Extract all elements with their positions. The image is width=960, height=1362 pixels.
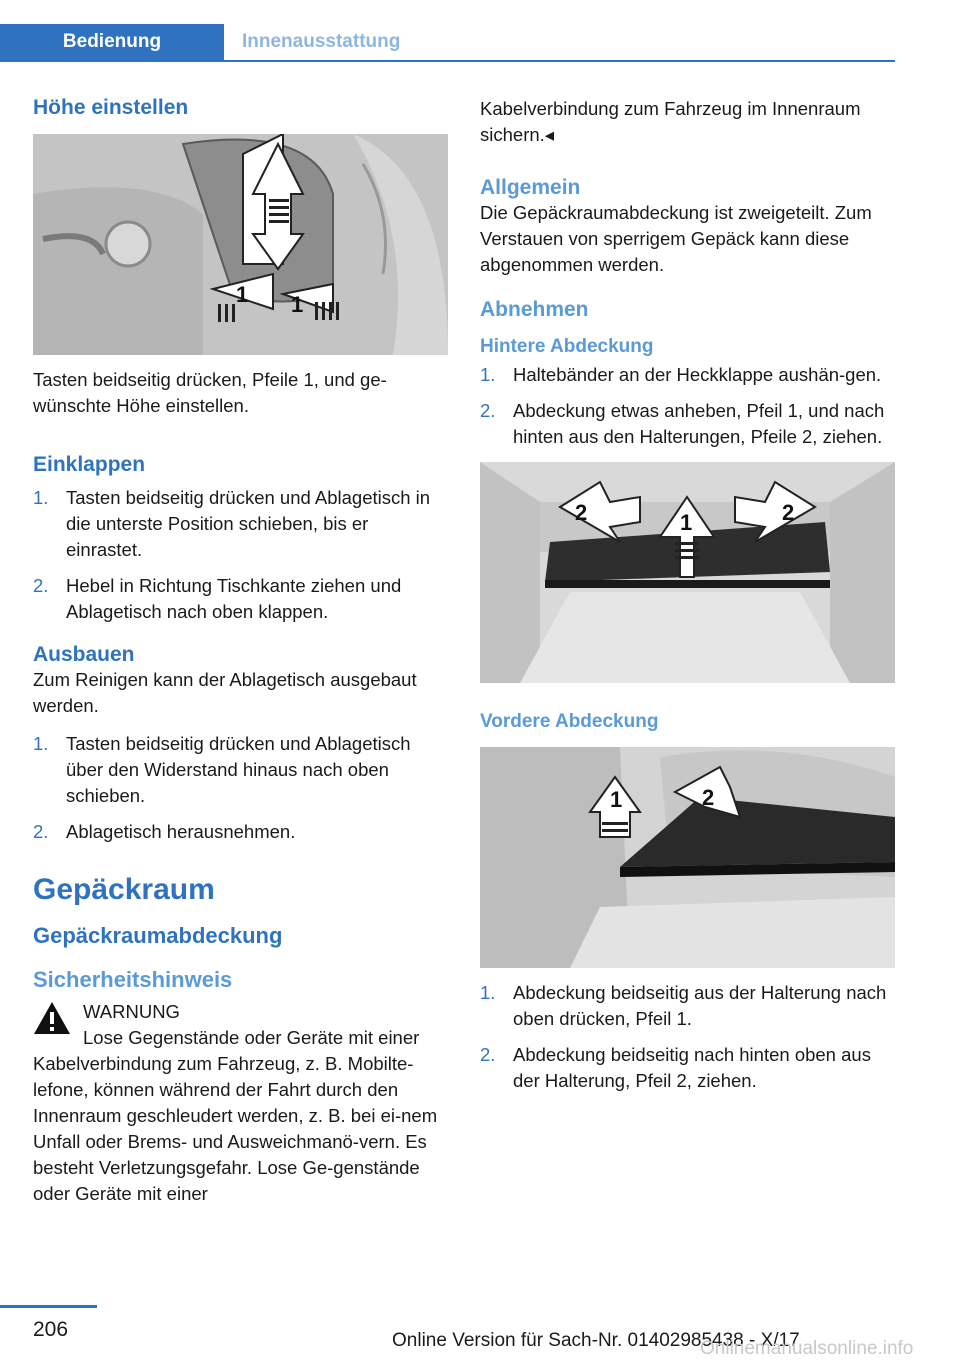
page-number: 206 <box>33 1318 69 1341</box>
section-title-allgemein: Allgemein <box>480 176 581 199</box>
allgemein-text: Die Gepäckraumabdeckung ist zweigeteilt. Zum Verstauen von sperrigem Gepäck kann diese abgenommen werden. <box>480 202 872 275</box>
list-item: 2. Ablagetisch herausnehmen. <box>33 821 296 842</box>
page-header <box>0 0 895 62</box>
continued-warning-text: Kabelverbindung zum Fahrzeug im Innenraum sichern.◂ <box>480 98 861 145</box>
section-title-ausbauen: Ausbauen <box>33 643 135 666</box>
warning-icon <box>33 1001 71 1035</box>
figure-label-arrow-2: 2 <box>702 785 715 810</box>
ausbauen-steps <box>33 731 448 845</box>
figure-hoehe-einstellen <box>33 134 448 355</box>
subsection-title-vordere: Vordere Abdeckung <box>480 711 659 732</box>
figure-label-arrow-1: 1 <box>680 510 693 535</box>
warning-text: Lose Gegenstände oder Geräte mit einer Kabelverbindung zum Fahrzeug, z. B. Mobilte‐lefone, können während der Fahrt durch den Innenraum geschleudert werden, z. B. bei ei‐nem Unfall oder Brems- und Ausweichmanö‐vern. Es besteht Verletzungsgefahr. Lose Ge‐genstände oder Geräte mit einer <box>33 1027 438 1204</box>
list-item: 2. Abdeckung etwas anheben, Pfeil 1, und nach hinten aus den Halterungen, Pfeile 2, ziehen. <box>480 400 885 447</box>
rear-cover-illustration <box>480 462 895 683</box>
section-title-einklappen: Einklappen <box>33 453 146 476</box>
ausbauen-intro: Zum Reinigen kann der Ablagetisch ausgebaut werden. <box>33 669 417 716</box>
watermark: Onlinemanualsonline.info <box>700 1338 914 1359</box>
section-title-hoehe: Höhe einstellen <box>33 96 189 119</box>
figure-vordere-abdeckung <box>480 747 895 968</box>
section-title-sicherheit: Sicherheitshinweis <box>33 967 233 992</box>
figure-label-arrow-2-right: 2 <box>782 500 795 525</box>
headrest-illustration <box>33 134 448 355</box>
hintere-steps <box>480 362 895 450</box>
online-version-note: Online Version für Sach-Nr. 01402985438 - X/17 <box>392 1330 800 1351</box>
list-item: 1. Tasten beidseitig drücken und Ablagetisch in die unterste Position schieben, bis er einrastet. <box>33 487 431 560</box>
figure-label-arrow-1a: 1 <box>236 282 249 307</box>
left-column <box>33 96 448 1207</box>
list-item: 1. Abdeckung beidseitig aus der Halterung nach oben drücken, Pfeil 1. <box>480 982 887 1029</box>
front-cover-illustration <box>480 747 895 968</box>
right-column <box>480 96 895 1104</box>
footer-divider <box>0 1305 97 1308</box>
list-item: 1. Haltebänder an der Heckklappe aushän‐gen. <box>480 364 882 385</box>
warning-label: WARNUNG <box>83 1001 180 1022</box>
tab-bedienung[interactable]: Bedienung <box>0 24 224 60</box>
hoehe-instruction: Tasten beidseitig drücken, Pfeile 1, und ge‐wünschte Höhe einstellen. <box>33 369 387 416</box>
list-item: 1. Tasten beidseitig drücken und Ablagetisch über den Widerstand hinaus nach oben schieben. <box>33 733 411 806</box>
tab-innenausstattung[interactable]: Innenausstattung <box>242 31 401 52</box>
chapter-title-gepaeckraum: Gepäckraum <box>33 873 215 906</box>
vordere-steps <box>480 980 895 1094</box>
list-item: 2. Hebel in Richtung Tischkante ziehen und Ablagetisch nach oben klappen. <box>33 575 402 622</box>
warning-box <box>33 999 448 1207</box>
subsection-title-hintere: Hintere Abdeckung <box>480 336 654 357</box>
section-title-abnehmen: Abnehmen <box>480 298 589 321</box>
figure-label-arrow-2-left: 2 <box>575 500 588 525</box>
header-divider <box>0 60 895 62</box>
list-item: 2. Abdeckung beidseitig nach hinten oben aus der Halterung, Pfeil 2, ziehen. <box>480 1044 871 1091</box>
figure-label-arrow-1: 1 <box>610 787 623 812</box>
section-title-abdeckung: Gepäckraumabdeckung <box>33 923 283 948</box>
einklappen-steps <box>33 485 448 625</box>
figure-hintere-abdeckung <box>480 462 895 683</box>
figure-label-arrow-1b: 1 <box>291 292 304 317</box>
